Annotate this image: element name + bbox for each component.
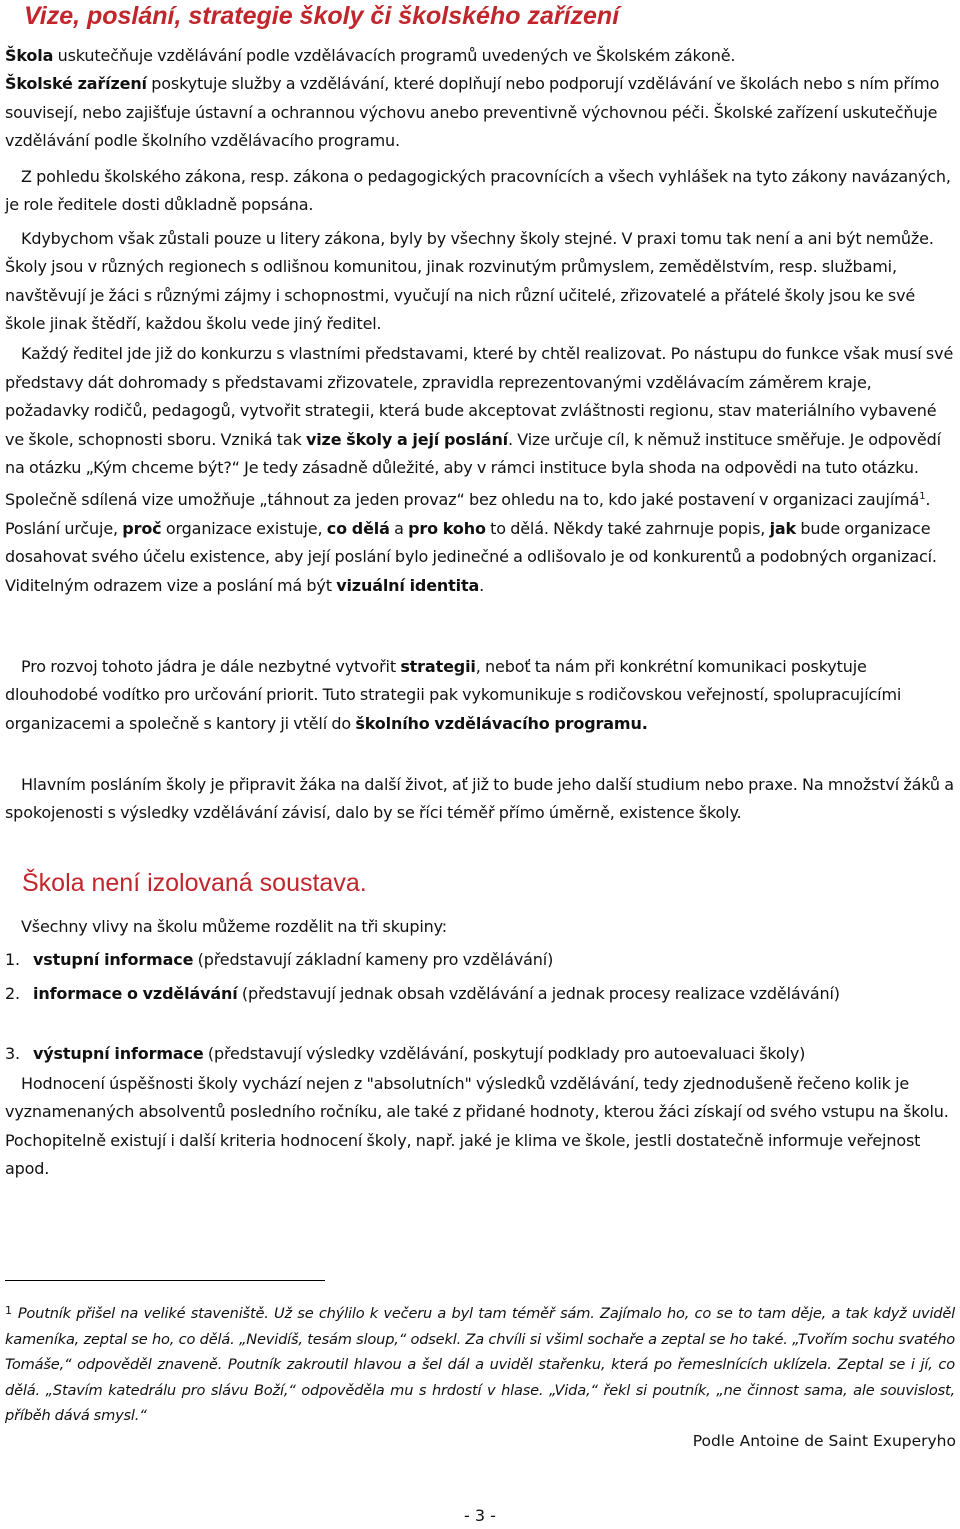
term-co-dela: co dělá [326, 518, 390, 538]
text-run: , neboť ta nám při konkrétní komunikaci poskytuje dlouhodobé vodítko pro určování priorit. Tuto strategii pak vykomunikuje s rodičovskou veřejností, spolupracujícími organizacemi a společně s kantory ji vtělí do [5, 657, 902, 733]
paragraph-influences-intro: Všechny vlivy na školu můžeme rozdělit na tři skupiny: [21, 917, 448, 936]
paragraph-school-definition [5, 42, 955, 155]
term-skolni-program: školního vzdělávacího programu. [355, 713, 648, 733]
text-run: to dělá. Někdy také zahrnuje popis, [485, 518, 770, 538]
section-heading-vision: Vize, poslání, strategie školy či školského zařízení [24, 2, 620, 30]
text-run: poskytuje služby a vzdělávání, které doplňují nebo podporují vzdělávání ve školách nebo s ním přímo souvisejí, nebo zajišťuje ústavní a ochrannou výchovu anebo preventivně výchovnou péči. Školské zařízení uskutečňuje vzdělávání podle školního vzdělávacího programu. [5, 74, 940, 150]
footnote-attribution: Podle Antoine de Saint Exuperyho [692, 1432, 956, 1450]
footnote [5, 1298, 955, 1429]
text-run: organizace existuje, [161, 518, 327, 538]
paragraph-practice: Kdybychom však zůstali pouze u litery zákona, byly by všechny školy stejné. V praxi tomu tak není a ani být nemůže. Školy jsou v různých regionech s odlišnou komunitou, jinak rozvinutým průmyslem, zemědělstvím, resp. službami, navštěvují je žáci s různými zájmy i schopnostmi, vyučují na nich různí učitelé, zřizovatelé a přátelé školy jsou ke své škole jinak štědří, každou školu vede jiný ředitel. [5, 229, 934, 333]
term-proc: proč [122, 518, 162, 538]
section-heading-not-isolated: Škola není izolovaná soustava. [22, 869, 367, 897]
list-item [5, 946, 955, 973]
list-number: 2. [5, 984, 20, 1003]
list-item [5, 1040, 955, 1067]
term-vize: vize školy a její poslání [305, 429, 509, 449]
list-description: (představují jednak obsah vzdělávání a jednak procesy realizace vzdělávání) [237, 984, 840, 1003]
list-number: 3. [5, 1044, 20, 1063]
paragraph-law-view: Z pohledu školského zákona, resp. zákona o pedagogických pracovnících a všech vyhlášek na tyto zákony navázaných, je role ředitele dosti důkladně popsána. [5, 167, 951, 215]
text-run: bude organizace dosahovat svého účelu existence, aby její poslání bylo jedinečné a odlišovalo je od konkurentů a podobných organizací. Viditelným odrazem vize a poslání má být [5, 518, 937, 595]
list-term: vstupní informace [33, 950, 194, 969]
footnote-separator [5, 1280, 325, 1281]
list-term: výstupní informace [33, 1044, 204, 1063]
term-skola: Škola [5, 46, 54, 65]
text-run: uskutečňuje vzdělávání podle vzdělávacích programů uvedených ve Školském zákoně. [53, 46, 736, 65]
list-number: 1. [5, 950, 20, 969]
text-run: Pro rozvoj tohoto jádra je dále nezbytné vytvořit [21, 657, 401, 676]
text-run: . Poslání určuje, [5, 489, 931, 538]
text-run: . [479, 575, 485, 595]
footnote-text: Poutník přišel na veliké staveniště. Už se chýlilo k večeru a byl tam téměř sám. Zajímalo ho, co se to tam děje, a tak když uviděl kameníka, zeptal se ho, co dělá. „Nevidíš, tesám sloup,“ odsekl. Za chvíli si všiml sochaře a zeptal se ho také. „Tvořím sochu svatého Tomáše,“ odpověděl znaveně. Poutník zakroutil hlavou a šel dál a uviděl stařenku, která po řemeslnících uklízela. Zeptal se i jí, co dělá. „Stavím katedrálu pro slávu Boží,“ odpověděla mu s hrdostí v hlase. „Vida,“ řekl si poutník, „ne činnost sama, ale souvislost, příběh dává smysl.“ [5, 1305, 955, 1425]
footnote-reference[interactable]: 1 [919, 490, 926, 502]
text-run: . Vize určuje cíl, k němuž instituce směřuje. Je odpovědí na otázku „Kým chceme být?“ Je tedy zásadně důležité, aby v rámci instituce byla shoda na odpovědi na tuto otázku. Společně sdílená vize umožňuje „táhnout za jeden provaz“ bez ohledu na to, kdo jaké postavení v organizaci zaujímá [5, 429, 941, 509]
term-strategie: strategii [400, 657, 476, 676]
term-skolske-zarizeni: Školské zařízení [5, 74, 147, 94]
list-description: (představují základní kameny pro vzdělávání) [193, 950, 554, 969]
paragraph-strategy [5, 653, 955, 738]
list-item [5, 980, 955, 1007]
paragraph-main-mission: Hlavním posláním školy je připravit žáka na další život, ať již to bude jeho další studium nebo praxe. Na množství žáků a spokojenosti s výsledky vzdělávání závisí, dalo by se říci téměř přímo úměrně, existence školy. [5, 775, 954, 823]
text-run: a [389, 518, 409, 538]
list-term: informace o vzdělávání [33, 984, 238, 1003]
footnote-mark: 1 [5, 1304, 12, 1317]
term-vizualni-identita: vizuální identita [336, 575, 480, 595]
page-number: - 3 - [464, 1506, 496, 1525]
paragraph-vision-mission [5, 340, 955, 600]
term-jak: jak [769, 518, 797, 538]
paragraph-evaluation: Hodnocení úspěšnosti školy vychází nejen z "absolutních" výsledků vzdělávání, tedy zjednodušeně řečeno kolik je vyznamenaných absolventů posledního ročníku, ale také z přidané hodnoty, kterou žáci získají od svého vstupu na školu. Pochopitelně existují i další kriteria hodnocení školy, např. jaké je klima ve škole, jestli dostatečně informuje veřejnost apod. [5, 1074, 949, 1178]
list-description: (představují výsledky vzdělávání, poskytují podklady pro autoevaluaci školy) [203, 1044, 806, 1063]
text-run: Každý ředitel jde již do konkurzu s vlastními představami, které by chtěl realizovat. Po nástupu do funkce však musí své představy dát dohromady s představami zřizovatele, zpravidla reprezentovanými vzdělávacím záměrem kraje, požadavky rodičů, pedagogů, vytvořit strategii, která bude akceptovat zvláštnosti regionu, stav materiálního vybavené ve škole, schopnosti sboru. Vzniká tak [5, 344, 954, 449]
term-pro-koho: pro koho [408, 518, 486, 538]
